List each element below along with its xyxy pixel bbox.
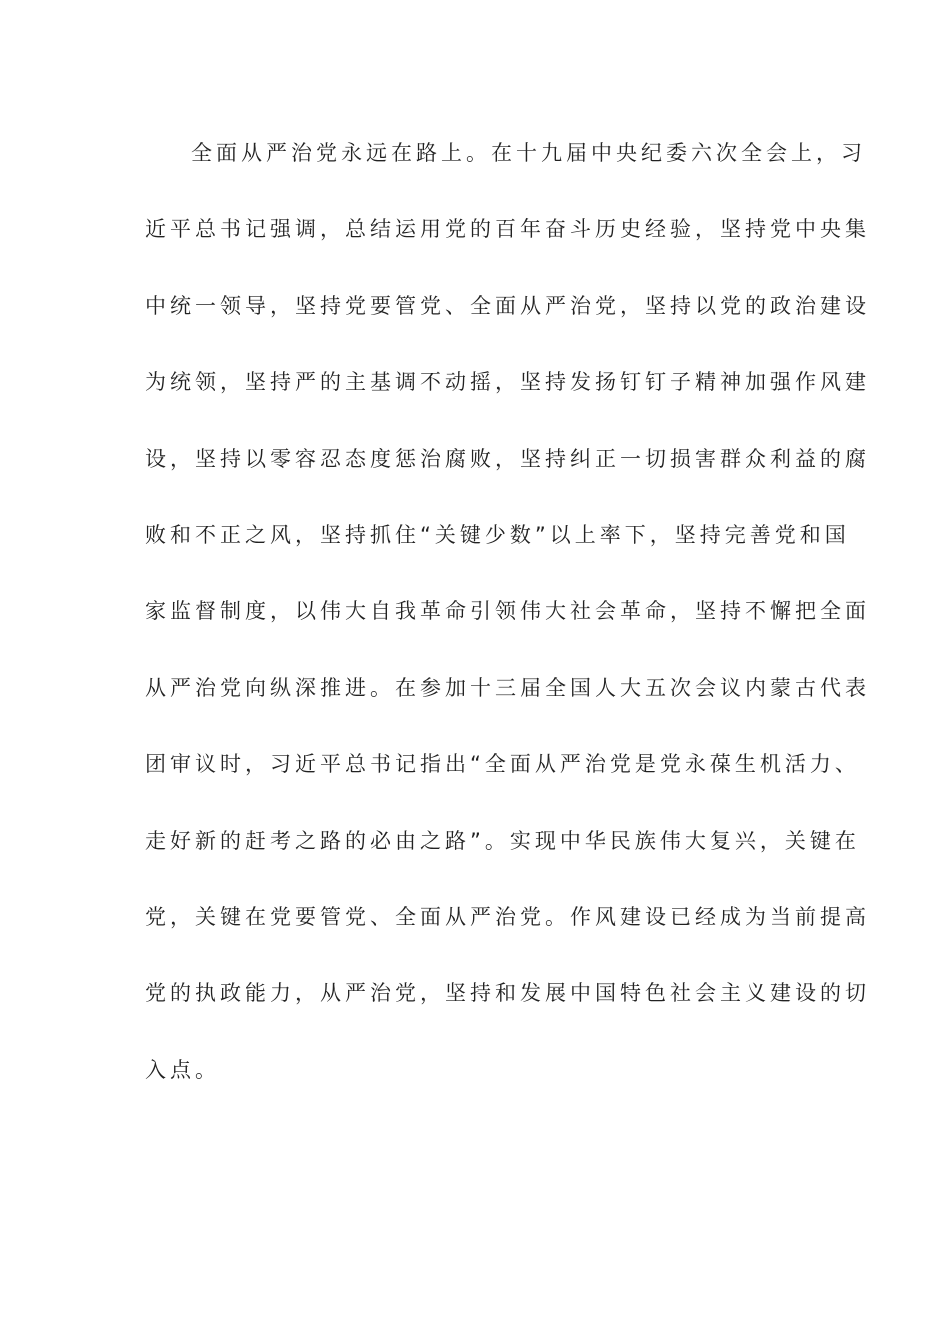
paragraph-line: 设，坚持以零容忍态度惩治腐败，坚持纠正一切损害群众利益的腐 xyxy=(145,446,870,471)
paragraph-line: 败和不正之风，坚持抓住“关键少数”以上率下，坚持完善党和国 xyxy=(145,522,850,547)
paragraph-line: 中统一领导，坚持党要管党、全面从严治党，坚持以党的政治建设 xyxy=(145,293,870,318)
body-paragraph xyxy=(145,136,870,1129)
paragraph-line: 团审议时，习近平总书记指出“全面从严治党是党永葆生机活力、 xyxy=(145,752,860,777)
paragraph-line: 从严治党向纵深推进。在参加十三届全国人大五次会议内蒙古代表 xyxy=(145,675,870,700)
paragraph-line: 党，关键在党要管党、全面从严治党。作风建设已经成为当前提高 xyxy=(145,904,870,929)
paragraph-line: 入点。 xyxy=(145,1057,220,1082)
paragraph-line: 为统领，坚持严的主基调不动摇，坚持发扬钉钉子精神加强作风建 xyxy=(145,370,870,395)
paragraph-line: 家监督制度，以伟大自我革命引领伟大社会革命，坚持不懈把全面 xyxy=(145,599,870,624)
paragraph-line: 全面从严治党永远在路上。在十九届中央纪委六次全会上，习 xyxy=(191,141,866,165)
paragraph-line: 党的执政能力，从严治党，坚持和发展中国特色社会主义建设的切 xyxy=(145,981,870,1006)
paragraph-line: 近平总书记强调，总结运用党的百年奋斗历史经验，坚持党中央集 xyxy=(145,217,870,242)
paragraph-line: 走好新的赶考之路的必由之路”。实现中华民族伟大复兴，关键在 xyxy=(145,828,860,853)
